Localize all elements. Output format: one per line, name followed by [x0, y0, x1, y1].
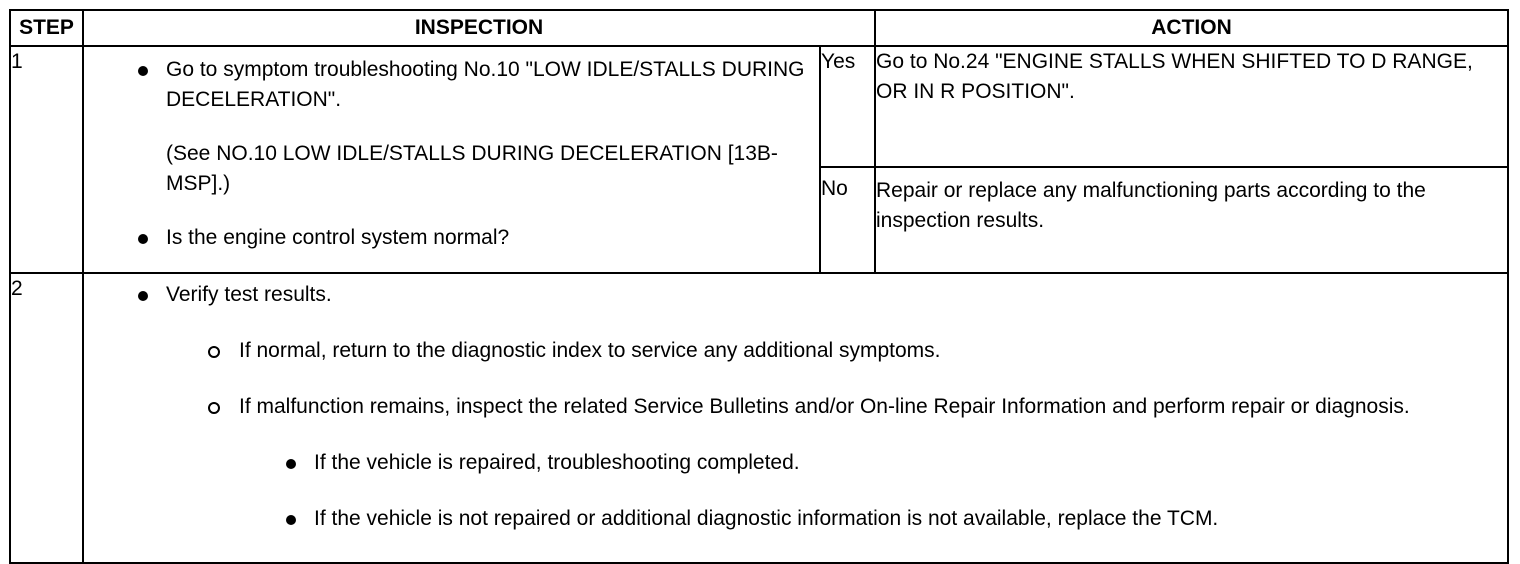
bullet-text: Is the engine control system normal? — [166, 226, 510, 249]
header-row — [10, 10, 1508, 46]
bullet-text: Verify test results. — [166, 283, 332, 306]
circle-bullet-icon — [208, 346, 220, 358]
sub-sub-bullet-item — [84, 448, 1507, 478]
bullet-item — [84, 55, 819, 115]
sub-bullet-text: If malfunction remains, inspect the related Service Bulletins and/or On-line Repair Information and perform repair or diagnosis. — [239, 395, 1410, 418]
step-number: 2 — [10, 273, 83, 563]
bullet-icon — [138, 234, 148, 244]
yes-action: Go to No.24 "ENGINE STALLS WHEN SHIFTED TO D RANGE, OR IN R POSITION". — [875, 46, 1508, 167]
sub-sub-bullet-text: If the vehicle is repaired, troubleshooting completed. — [314, 451, 800, 474]
bullet-item — [84, 223, 819, 253]
bullet-item — [84, 280, 1507, 310]
inspection-header: INSPECTION — [83, 10, 875, 46]
bullet-icon — [138, 66, 148, 76]
sub-sub-bullet-text: If the vehicle is not repaired or additional diagnostic information is not available, replace the TCM. — [314, 507, 1219, 530]
step-header: STEP — [10, 10, 83, 46]
table-row — [10, 46, 1508, 167]
reference-note: (See NO.10 LOW IDLE/STALLS DURING DECELERATION [13B-MSP].) — [166, 142, 778, 195]
table-row — [10, 273, 1508, 563]
bullet-icon — [138, 291, 148, 301]
diagnostic-table — [9, 9, 1509, 564]
action-header: ACTION — [875, 10, 1508, 46]
sub-bullet-item — [84, 336, 1507, 366]
step-number: 1 — [10, 46, 83, 273]
inspection-cell — [83, 46, 820, 273]
inspection-cell — [83, 273, 1508, 563]
yes-label: Yes — [820, 46, 875, 167]
sub-bullet-item — [84, 392, 1507, 422]
sub-bullet-text: If normal, return to the diagnostic index to service any additional symptoms. — [239, 339, 941, 362]
bullet-icon — [286, 515, 296, 525]
sub-sub-bullet-item — [84, 504, 1507, 534]
circle-bullet-icon — [208, 402, 220, 414]
no-label: No — [820, 167, 875, 273]
diagnostic-procedure — [9, 9, 1509, 564]
bullet-icon — [286, 459, 296, 469]
bullet-text: Go to symptom troubleshooting No.10 "LOW IDLE/STALLS DURING DECELERATION". — [166, 58, 805, 111]
no-action: Repair or replace any malfunctioning parts according to the inspection results. — [875, 167, 1508, 273]
